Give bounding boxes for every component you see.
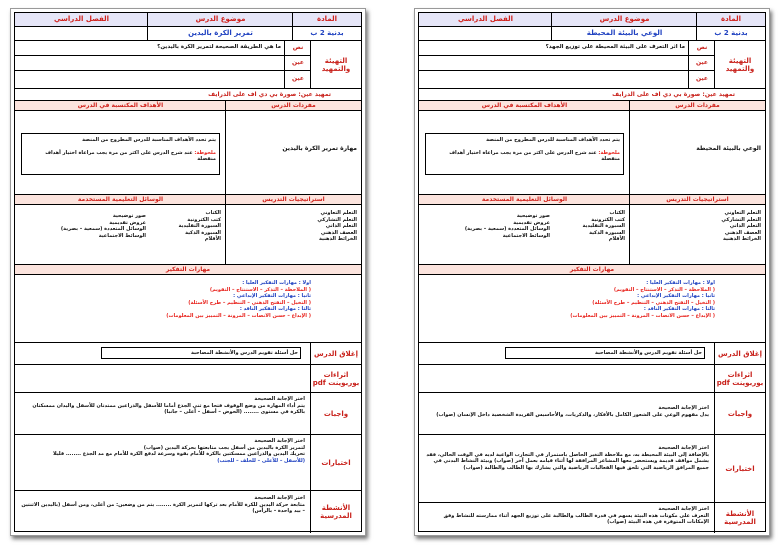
aid-item: الأقلام [608,236,625,243]
closing-text: حل أسئلة تقويم الدرس والأنشطة المصاحبة [505,347,705,359]
lesson-page-right [414,8,770,536]
lesson-topic: الوعي بالبيئة المحيطة [586,29,663,37]
aid-item: عروض تقديمية [109,219,146,226]
strategy-item: العصف الذهني [724,229,761,236]
strategy-item: الخرائط الذهنية [722,236,761,243]
topic-label: موضوع الدرس [599,15,650,23]
homework-label: واجبات [323,409,349,418]
strategy-item: التعلم التعاوني [320,210,357,216]
aids-list-1 [151,210,221,264]
goals-text: يتم تحدد الأهداف المناسبة للدرس المطروح من المنصة [82,137,216,143]
aid-item: الوسائل المتعددة (سمعية – بصرية) [60,226,146,233]
lesson-page-left [10,8,366,536]
choose-text: اختر الإجابة الصحيحة [658,445,709,451]
topic-label: موضوع الدرس [195,15,246,23]
test-question-1: لتمرير الكرة باليدين من أسفل يجب متابعتها بحركة اليدين (صواب) [143,444,305,451]
text2-label: عين [285,56,311,71]
strategy-item: العصف الذهني [320,229,357,236]
enrich-label: اثراءات [323,370,349,379]
aid-item: كتب الكترونية [591,216,625,223]
aids-list-1 [555,210,625,264]
vocab-item: مهارة تمرير الكرة باليدين [282,145,357,152]
goals-label: الأهداف المكتسبة في الدرس [77,102,164,109]
homework-question: يدل مفهوم الوعي على الشعور الكامل بالأفكار، والذكريات، والأحاسيس الفريدة الشخصية داخل الإنسان (صواب) [436,411,709,418]
thinking-skills: أولا : مهارات التفكير العليا : ( الملاحظة – التذكر – الاستنتاج – التقويم) ثانيا : مهارات التفكير الإبداعي : ( التخيل – التفتح الذهني – التنظيم – طرح الأسئلة) ثالثا : مهارات التفكير الناقد : ( الإبداع – حسن الانصات – المرونة – التمييز بين المعلومات) [166,280,311,319]
strategies-label: استراتيجيات التدريس [262,196,325,203]
choose-text: اختر الإجابة الصحيحة [658,405,709,411]
tests-label: اختبارات [725,464,755,473]
tests-label: اختبارات [321,458,351,467]
enrich-label: اثراءات [727,370,753,379]
aid-item: السبورة الذكية [589,229,625,236]
aid-item: الكتاب [609,210,625,216]
aid-item: السبورة التقليدية [178,223,221,230]
aids-label: الوسائل التعليمية المستخدمة [481,196,568,203]
strategy-item: التعلم الذاتي [325,223,357,230]
strategy-item: التعلم التشاركي [721,216,761,223]
closing-text: حل أسئلة تقويم الدرس والأنشطة المصاحبة [101,347,301,359]
vocab-label: مفردات الدرس [271,102,316,109]
strategies-list [277,210,357,264]
strategy-item: الخرائط الذهنية [318,236,357,243]
subject-label: المادة [316,15,338,23]
strategy-item: التعلم التعاوني [724,210,761,216]
activities-label: الأنشطة المدرسية [724,510,756,526]
aid-item: كتب الكترونية [187,216,221,223]
strategy-item: التعلم التشاركي [317,216,357,223]
thinking-label: مهارات التفكير [569,266,615,273]
pdf-label: بوربوينت pdf [716,378,764,387]
aid-item: الوسائل المتعددة (سمعية – بصرية) [464,226,550,233]
aid-item: عروض تقديمية [513,219,550,226]
aid-item: الكتاب [205,210,221,216]
warmup-text: تمهيد عين: صورة بي دي اف على الدرايف [208,91,331,98]
activities-label: الأنشطة المدرسية [320,504,352,520]
note-label: ملحوظة: [194,149,216,156]
note-text: عند شرح الدرس على اكثر من مرة يجب مراعاة اختيار أهداف منفصلة [449,149,620,163]
homework-label: واجبات [727,409,753,418]
intro-label: التهيئة والتمهيد [321,56,351,73]
warmup-text: تمهيد عين: صورة بي دي اف على الدرايف [612,91,735,98]
aid-item: صور توضيحية [516,213,550,219]
aid-item: الأقلام [204,236,221,243]
vocab-item: الوعي بالبيئة المحيطة [696,145,761,152]
grade: بدنية 2 ب [310,29,344,37]
text3-label: عين [292,75,304,82]
choose-text: اختر الإجابة الصحيحة [658,506,709,512]
choose-text: اختر الإجابة الصحيحة [254,438,305,444]
thinking-skills: أولا : مهارات التفكير العليا : ( الملاحظة – التذكر – الاستنتاج – التقويم) ثانيا : مهارات التفكير الإبداعي : ( التخيل – التفتح الذهني – التنظيم – طرح الأسئلة) ثالثا : مهارات التفكير الناقد : ( الإبداع – حسن الانصات – المرونة – التمييز بين المعلومات) [570,280,715,319]
semester-label: الفصل الدراسي [53,15,110,23]
aids-list-2 [19,213,146,264]
aid-item: السبورة التقليدية [582,223,625,230]
lesson-question: ما هي الطريقة الصحيحة لتمرير الكرة باليدين؟ [157,44,281,50]
goals-text: يتم تحدد الأهداف المناسبة للدرس المطروح من المنصة [486,137,620,143]
aid-item: الوسائط الاجتماعية [502,232,550,239]
closing-label: إغلاق الدرس [718,349,762,358]
lesson-topic: تمرير الكرة باليدين [188,29,253,37]
note-text: عند شرح الدرس على اكثر من مرة يجب مراعاة اختيار أهداف منفصلة [45,149,216,163]
strategies-list [681,210,761,264]
note-label: ملحوظة: [598,149,620,156]
aid-item: صور توضيحية [112,213,146,219]
objective-label: نص [689,41,715,56]
test-question: بالإضافة إلى البيئة المحيطة به، مع ملاحظة التغير الحاصل باستمرار في التجارب الواعية لديه في الوقت الحالي، فقد يشمل مواقف قديمة ويستحضر معها المشاعر المرافقة لها أثناء قيامه بعمل آخر (صواب) وبيئة النشاط البدني في جميع المرافق الرياضية التي تلحق فيها الفعاليات الرياضية والتي يشارك بها الطالب والطالبة (صواب) [426,451,709,471]
activity-question: التعرف على مكونات هذه البيئة يسهم في قدرة الطالب والطالبة على توزيع الجهد أثناء ممارسته للنشاط وفق الإمكانات المتوفرة في هذه البيئة (صواب) [443,512,709,526]
aid-item: الوسائط الاجتماعية [98,232,146,239]
pdf-label: بوربوينت pdf [312,378,360,387]
aids-list-2 [423,213,550,264]
semester-label: الفصل الدراسي [457,15,514,23]
lesson-question: ما اثر التعرف على البيئة المحيطة على توزيع الجهد؟ [545,44,685,50]
choose-text: اختر الإجابة الصحيحة [254,495,305,501]
text2-label: عين [689,56,715,71]
grade: بدنية 2 ب [714,29,748,37]
strategies-label: استراتيجيات التدريس [666,196,729,203]
intro-label: التهيئة والتمهيد [725,56,755,73]
subject-label: المادة [720,15,742,23]
closing-label: إغلاق الدرس [314,349,358,358]
objective-label: نص [285,41,311,56]
thinking-label: مهارات التفكير [165,266,211,273]
homework-question: يتم أداء المهارة من وضع الوقوف فتحا مع ثني الجذع أماما للأسفل والذراعين ممتدتان للأسفل واليدان ممسكتان بالكرة في مستوى ........ (الحوض – أسفل – أعلى – جانبا) [32,402,305,416]
text3-label: عين [696,75,708,82]
aids-label: الوسائل التعليمية المستخدمة [77,196,164,203]
test-options: (للأسفل – للأعلى – للخلف – للجنب) [217,457,305,464]
choose-text: اختر الإجابة الصحيحة [254,396,305,402]
aid-item: السبورة الذكية [185,229,221,236]
strategy-item: التعلم الذاتي [729,223,761,230]
vocab-label: مفردات الدرس [675,102,720,109]
goals-label: الأهداف المكتسبة في الدرس [481,102,568,109]
activity-question: متابعة حركة اليدين للكرة للأمام بعد تركها لتمرير الكرة ........ يتم من وضعين: من أعلى، ومن أسفل (باليدين الاثنتين – بيد واحدة – بالرأس) [21,501,305,515]
test-question-2: تحريك اليدين والذراعين ممسكتين بالكرة للأمام بقوة وسرعة لدفع الكرة للأمام مع مد الجذع ........ قليلا [52,451,305,458]
